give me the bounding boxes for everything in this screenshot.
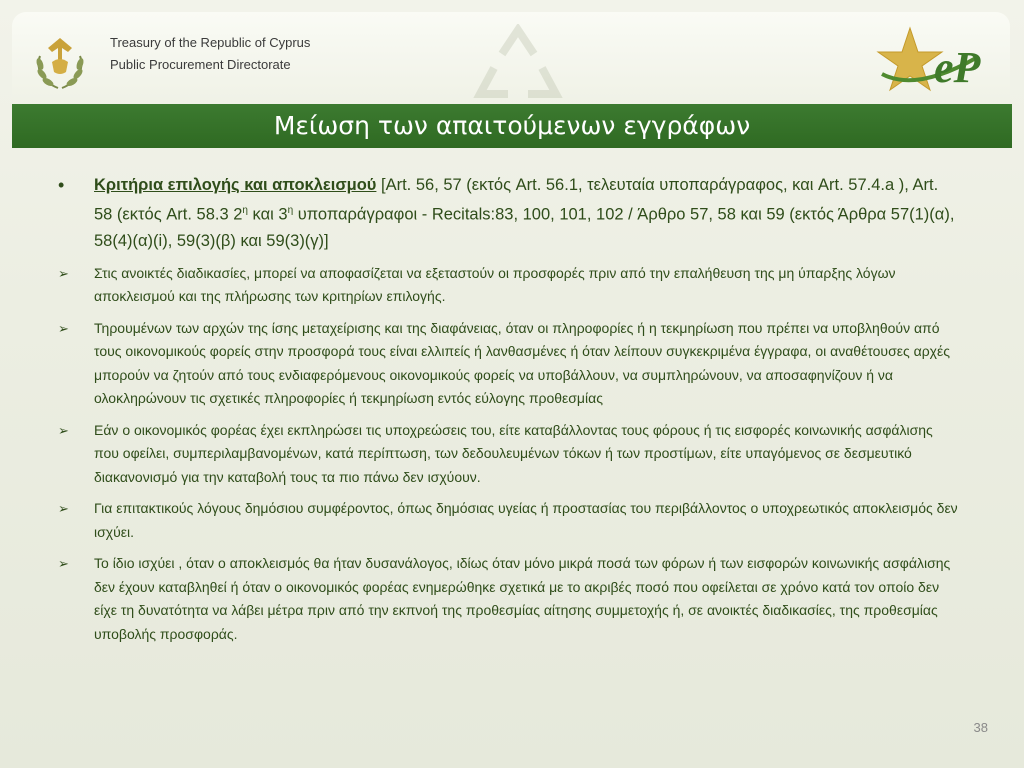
list-item-text: Το ίδιο ισχύει , όταν ο αποκλεισμός θα ήταν δυσανάλογος, ιδίως όταν μόνο μικρά ποσά των φόρων ή των εισφορών κοινωνικής ασφάλισης δεν έχουν καταβληθεί ή όταν ο οικονομικός φορέας ενημερώθηκε σχετικά με το ακριβές ποσό που οφείλεται σε χρόνο κατά τον οποίο δεν είχε τη δυνατότητα να λάβει μέτρα πριν από την εκπνοή της προθεσμίας αίτησης συμμετοχής ή, σε ανοικτές διαδικασίες, της προθεσμίας υποβολής προσφοράς. xyxy=(94,555,951,642)
list-item-text: Στις ανοικτές διαδικασίες, μπορεί να αποφασίζεται να εξεταστούν οι προσφορές πριν από την επαλήθευση της μη ύπαρξης λόγων αποκλεισμού και της πλήρωσης των κριτηρίων επιλογής. xyxy=(94,264,896,304)
lead-sup-1: η xyxy=(242,205,248,216)
cyprus-emblem-icon xyxy=(32,26,88,92)
lead-text-1: [Art. 56, 57 (εκτός Art. 56.1, τελευταία υποπαράγραφος, και Art. 57.4.a ), Art. 58 (εκτός Art. 58.3 2 xyxy=(94,176,939,224)
list-item xyxy=(58,262,958,309)
arrow-bullet-icon: ➢ xyxy=(58,422,69,438)
list-item xyxy=(58,552,958,646)
arrow-bullet-icon: ➢ xyxy=(58,320,69,336)
list-item xyxy=(58,317,958,411)
arrow-bullet-icon: ➢ xyxy=(58,556,69,571)
lead-text-3: υποπαράγραφοι - Recitals:83, 100, 101, 102 / Άρθρο 57, 58 και 59 (εκτός Άρθρα 57(1)(α), 58(4)(α)(i), 59(3)(β) και 59(3)(γ)] xyxy=(94,205,955,250)
organization-name xyxy=(110,32,310,76)
list-item-text: Τηρουμένων των αρχών της ίσης μεταχείρισης και της διαφάνειας, όταν οι πληροφορίες ή η τεκμηρίωση που πρέπει να υποβληθούν από τους οικονομικούς φορείς στην προσφορά τους είναι ελλιπείς ή λανθασμένες ή όταν λείπουν συγκεκριμένα έγγραφα, οι αναθέτουσες αρχές μπορούν να ζητούν από τους ενδιαφερόμενους οικονομικούς φορείς να υποβάλλουν, να συμπληρώνουν, να αποσαφηνίζουν ή να ολοκληρώνουν τις σχετικές πληροφορίες ή τεκμηρίωση εντός εύλογης προθεσμίας xyxy=(94,319,951,406)
list-item-text: Για επιτακτικούς λόγους δημόσιου συμφέροντος, όπως δημόσιας υγείας ή προστασίας του περιβάλλοντος ο υποχρεωτικός αποκλεισμός δεν ισχύει. xyxy=(94,500,958,540)
recycle-watermark-icon xyxy=(472,24,564,104)
lead-term: Κριτήρια επιλογής και αποκλεισμού xyxy=(94,176,377,194)
org-line-treasury: Treasury of the Republic of Cyprus xyxy=(110,35,311,50)
slide-content xyxy=(58,172,958,646)
header-panel xyxy=(12,12,1010,100)
lead-text-2: και 3 xyxy=(247,205,288,224)
lead-sup-2: η xyxy=(287,205,294,216)
logo-ep-text: eP xyxy=(934,43,981,92)
list-item xyxy=(58,419,958,490)
slide-title: Μείωση των απαιτούμενων εγγράφων xyxy=(12,104,1012,148)
org-line-directorate: Public Procurement Directorate xyxy=(110,57,291,72)
list-item-text: Εάν ο οικονομικός φορέας έχει εκπληρώσει τις υποχρεώσεις του, είτε καταβάλλοντας τους φόρους ή τις εισφορές κοινωνικής ασφάλισης που οφείλει, συμπεριλαμβανομένων, κατά περίπτωση, των δεδουλευμένων τόκων ή των προστίμων, είτε υπαγόμενος σε δεσμευτικό διακανονισμό για την καταβολή τους τα πιο πάνω δεν ισχύουν. xyxy=(94,421,933,485)
arrow-bullet-icon: ➢ xyxy=(58,265,69,281)
bullet-icon: • xyxy=(58,175,65,195)
lead-paragraph xyxy=(58,172,958,254)
eprocurement-logo-icon xyxy=(876,22,1006,102)
list-item xyxy=(58,497,958,544)
arrow-bullet-icon: ➢ xyxy=(58,501,69,516)
page-number: 38 xyxy=(973,720,988,735)
